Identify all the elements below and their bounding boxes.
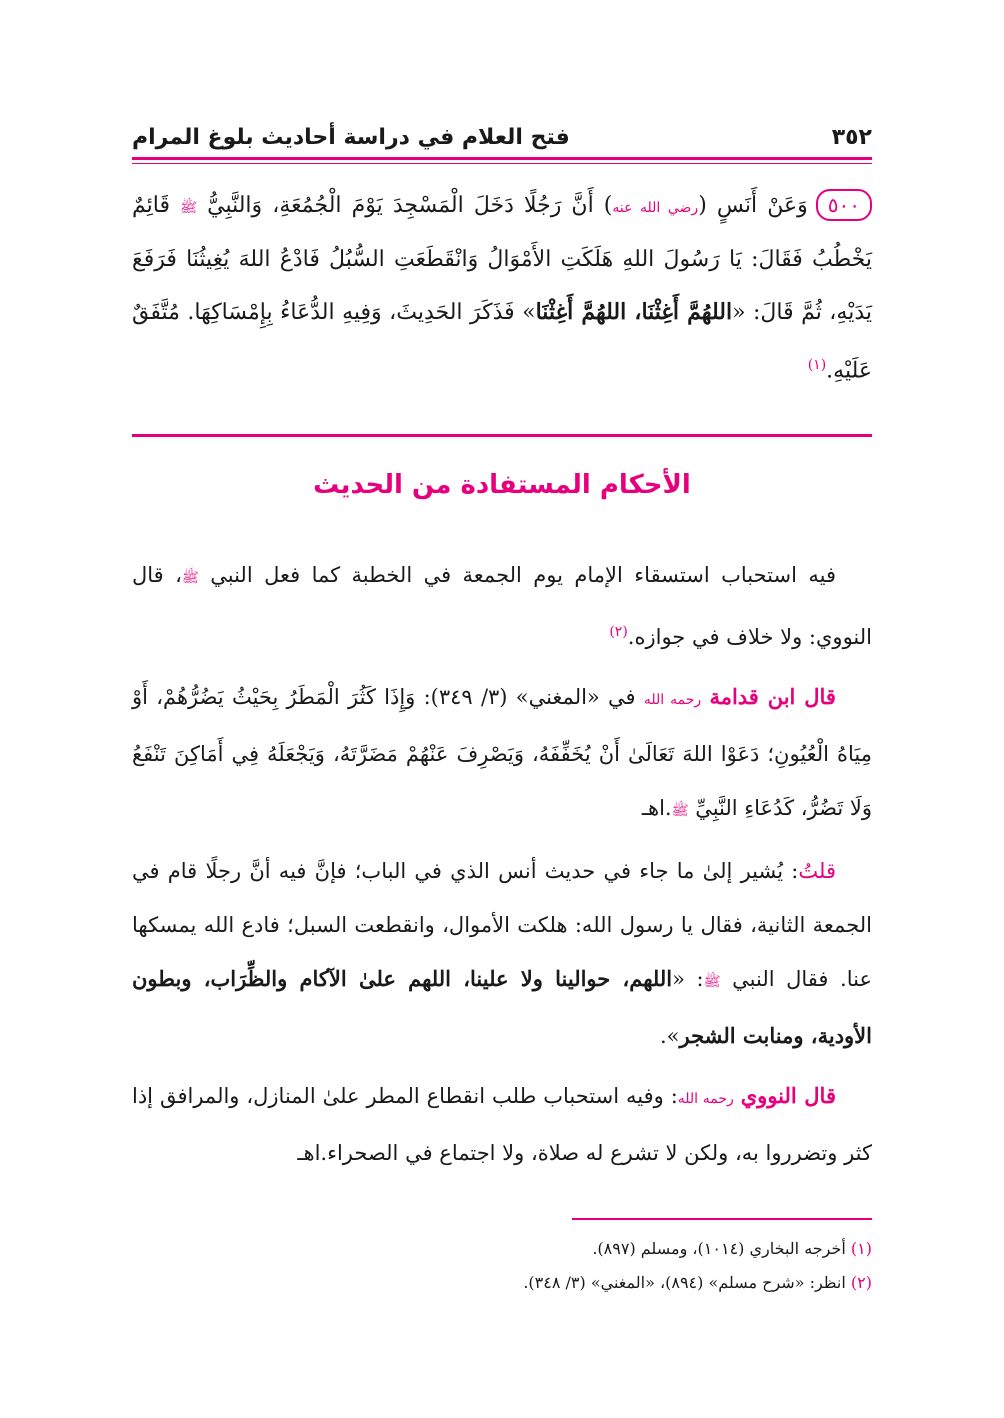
hadith-number-badge: ٥٠٠: [816, 189, 872, 221]
section-title: الأحكام المستفادة من الحديث: [313, 470, 691, 500]
honorific-anas: رضي الله عنه: [612, 200, 699, 216]
footnote-divider: [572, 1218, 872, 1220]
honorific-prophet: ﷺ: [703, 974, 721, 990]
paragraph-4: قال النووي رحمه الله: وفيه استحباب طلب انقطاع المطر علىٰ المنازل، والمرافق إذا كثر وتضرروا به، ولكن لا تشرع له صلاة، ولا اجتماع في الصحراء.اهـ: [132, 1083, 872, 1165]
honorific-rahimahullah: رحمه الله: [677, 1091, 734, 1107]
paragraph-3: قلتُ: يُشير إلىٰ ما جاء في حديث أنس الذي في الباب؛ فإنَّ فيه أنَّ رجلًا قام في الجمعة الثانية، فقال يا رسول الله: هلكت الأموال، وانقطعت السبل؛ فادع الله يمسكها عنا. فقال النبي ﷺ: «اللهم، حوالينا ولا علينا، اللهم علىٰ الآكام والظِّرَاب، وبطون الأودية، ومنابت الشجر».: [132, 859, 872, 1048]
honorific-rahimahullah: رحمه الله: [643, 692, 702, 708]
header-rule-thin: [132, 163, 872, 164]
dua-text: اللهُمَّ أَغِثْنَا، اللهُمَّ أَغِثْنَا: [535, 299, 733, 325]
footnote-2: (٢) انظر: «شرح مسلم» (٨٩٤)، «المغني» (٣/ ٣٤٨).: [523, 1273, 872, 1292]
footnote-1: (١) أخرجه البخاري (١٠١٤)، ومسلم (٨٩٧).: [592, 1239, 872, 1258]
footnote-ref-2: (٢): [609, 624, 628, 640]
running-head: [132, 120, 872, 154]
dua-text-2: اللهم، حوالينا ولا علينا، اللهم علىٰ الآكام والظِّرَاب، وبطون الأودية، ومنابت الشجر: [132, 966, 872, 1048]
qultu-lead: قلتُ: [798, 859, 836, 883]
speaker-nawawi: قال النووي: [740, 1083, 836, 1108]
footnote-ref-1: (١): [807, 357, 827, 373]
page-number: ٣٥٢: [831, 124, 872, 150]
honorific-prophet: ﷺ: [180, 200, 198, 216]
hadith-text: ٥٠٠وَعَنْ أَنَسٍ (رضي الله عنه) أَنَّ رَجُلًا دَخَلَ الْمَسْجِدَ يَوْمَ الْجُمُعَةِ، وَالنَّبِيُّ ﷺ قَائِمٌ يَخْطُبُ فَقَالَ: يَا رَسُولَ اللهِ هَلَكَتِ الأَمْوَالُ وَانْقَطَعَتِ السُّبُلُ فَادْعُ اللهَ يُغِيثُنَا فَرَفَعَ يَدَيْهِ، ثُمَّ قَالَ: «اللهُمَّ أَغِثْنَا، اللهُمَّ أَغِثْنَا» فَذَكَرَ الحَدِيثَ، وَفِيهِ الدُّعَاءُ بِإِمْسَاكِهَا. مُتَّفَقٌ عَلَيْهِ.$^{(١)}$: [132, 180, 872, 397]
honorific-prophet: ﷺ: [671, 803, 689, 819]
header-rule: [132, 157, 872, 160]
section-divider: [132, 434, 872, 437]
book-title: فتح العلام في دراسة أحاديث بلوغ المرام: [132, 124, 570, 150]
honorific-prophet: ﷺ: [181, 570, 199, 586]
footnotes: [132, 1232, 872, 1300]
speaker-ibn-qudamah: قال ابن قدامة: [709, 684, 836, 709]
paragraph-1: فيه استحباب استسقاء الإمام يوم الجمعة في الخطبة كما فعل النبي ﷺ، قال النووي: ولا خلاف في جوازه.$^{(٢)}$: [132, 563, 872, 649]
commentary: [132, 548, 872, 1186]
paragraph-2: قال ابن قدامة رحمه الله في «المغني» (٣/ ٣٤٩): وَإِذَا كَثُرَ الْمَطَرُ بِحَيْثُ يَضُرُّهُمْ، أَوْ مِيَاهُ الْعُيُونِ؛ دَعَوْا اللهَ تَعَالَىٰ أَنْ يُخَفِّفَهُ، وَيَصْرِفَ عَنْهُمْ مَضَرَّتَهُ، وَيَجْعَلَهُ فِي أَمَاكِنَ تَنْفَعُ وَلَا تَضُرُّ، كَدُعَاءِ النَّبِيِّ ﷺ.اهـ: [132, 684, 872, 820]
